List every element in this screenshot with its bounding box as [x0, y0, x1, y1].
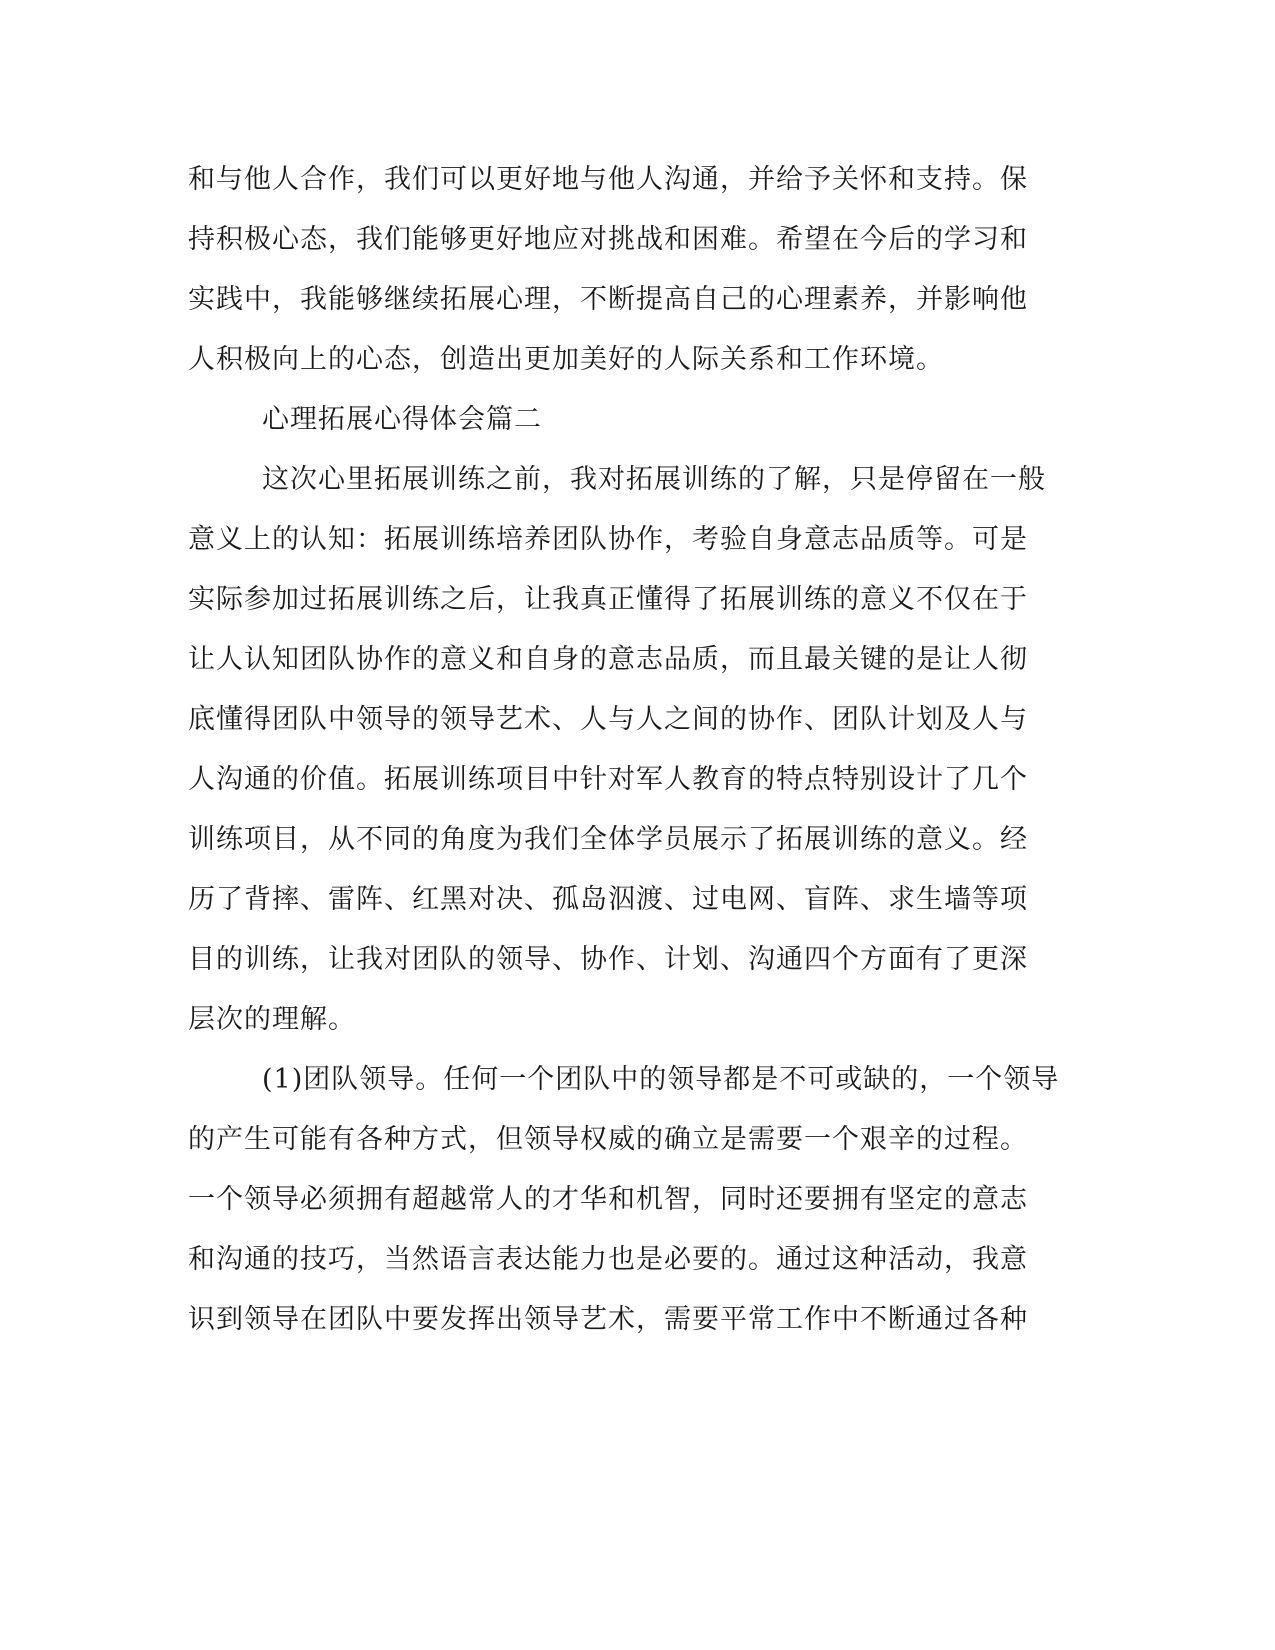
text-line: 层次的理解。: [188, 1004, 356, 1035]
text-line: 目的训练，让我对团队的领导、协作、计划、沟通四个方面有了更深: [188, 944, 1028, 975]
text-line: 实践中，我能够继续拓展心理，不断提高自己的心理素养，并影响他: [188, 284, 1028, 315]
text-line: 这次心里拓展训练之前，我对拓展训练的了解，只是停留在一般: [262, 464, 1046, 495]
text-line: 一个领导必须拥有超越常人的才华和机智，同时还要拥有坚定的意志: [188, 1184, 1028, 1215]
text-line: 识到领导在团队中要发挥出领导艺术，需要平常工作中不断通过各种: [188, 1304, 1028, 1335]
text-line: 人积极向上的心态，创造出更加美好的人际关系和工作环境。: [188, 344, 944, 375]
text-line: 人沟通的价值。拓展训练项目中针对军人教育的特点特别设计了几个: [188, 764, 1028, 795]
text-line: 的产生可能有各种方式，但领导权威的确立是需要一个艰辛的过程。: [188, 1124, 1028, 1155]
text-line: 训练项目，从不同的角度为我们全体学员展示了拓展训练的意义。经: [188, 824, 1028, 855]
text-line: (1)团队领导。任何一个团队中的领导都是不可或缺的，一个领导: [262, 1064, 1060, 1095]
section-heading: 心理拓展心得体会篇二: [262, 404, 542, 435]
text-line: 底懂得团队中领导的领导艺术、人与人之间的协作、团队计划及人与: [188, 704, 1028, 735]
text-line: 和沟通的技巧，当然语言表达能力也是必要的。通过这种活动，我意: [188, 1244, 1028, 1275]
text-line: 持积极心态，我们能够更好地应对挑战和困难。希望在今后的学习和: [188, 224, 1028, 255]
text-line: 历了背摔、雷阵、红黑对决、孤岛泅渡、过电网、盲阵、求生墙等项: [188, 884, 1028, 915]
text-line: 实际参加过拓展训练之后，让我真正懂得了拓展训练的意义不仅在于: [188, 584, 1028, 615]
text-line: 意义上的认知：拓展训练培养团队协作，考验自身意志品质等。可是: [188, 524, 1028, 555]
text-line: 和与他人合作，我们可以更好地与他人沟通，并给予关怀和支持。保: [188, 164, 1028, 195]
text-line: 让人认知团队协作的意义和自身的意志品质，而且最关键的是让人彻: [188, 644, 1028, 675]
